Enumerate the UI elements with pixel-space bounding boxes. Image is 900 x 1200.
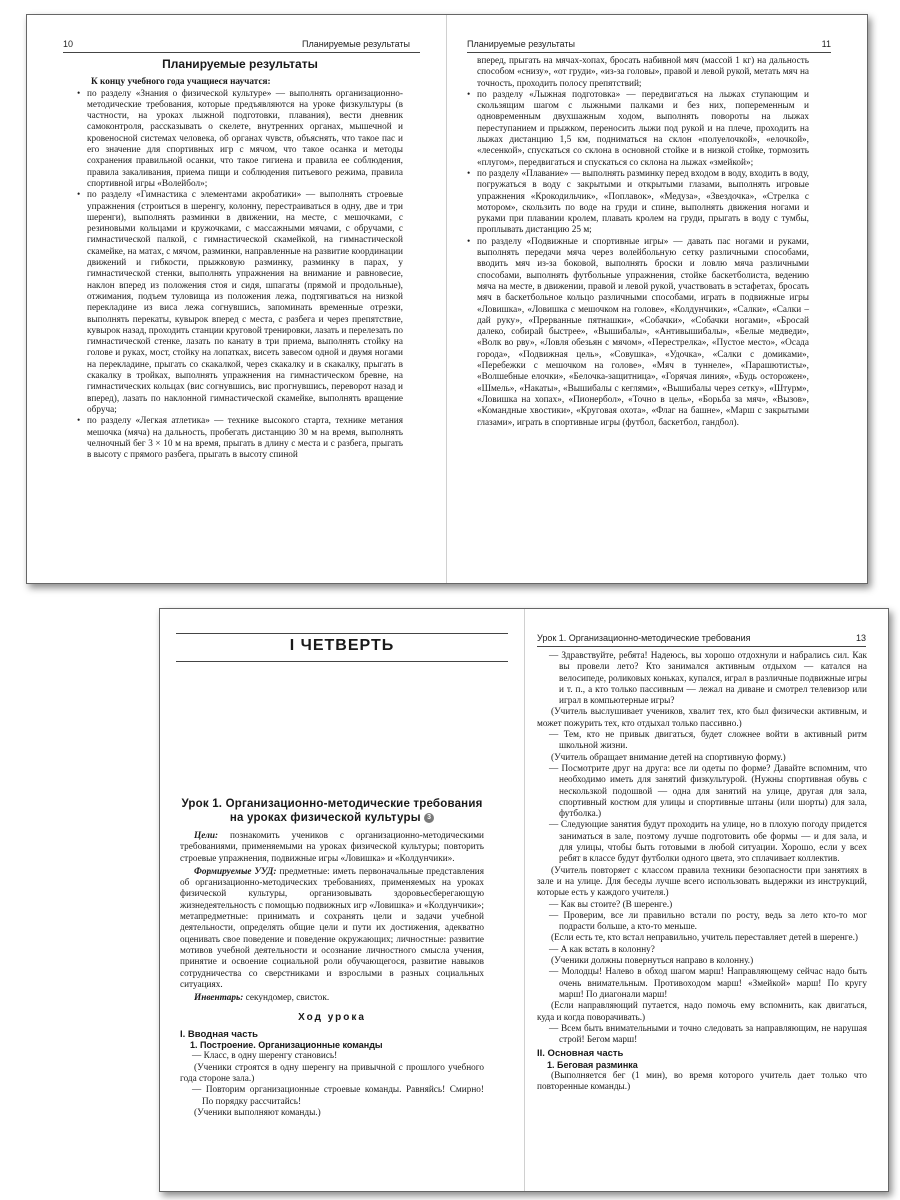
dialogue-line: — А как встать в колонну?: [549, 944, 655, 955]
dialogue-line: — Проверим, все ли правильно встали по росту, ведь за лето кто-то мог подрасти больше, а кто-то меньше.: [549, 910, 867, 933]
dialogue-line: — Класс, в одну шеренгу становись!: [192, 1051, 338, 1062]
list-item: • по разделу «Плавание» — выполнять разминку перед входом в воду, входить в воду, погружаться в воду с закрытыми и открытыми глазами, выполнять игровые упражнения «Крокодильчик», «Поплавок», «Медуза», «Звездочка», «Стрелка с мотором», скользить по воде на груди и спине, выполнять движения ногами и руками при плавании кролем, плавать кролем на груди, прыгать в воду с тумбы, проплывать дистанцию 25 м;: [467, 169, 809, 237]
running-head: Урок 1. Организационно-методические требования: [537, 633, 751, 643]
header-rule: [537, 646, 866, 647]
uud-text: предметные: иметь первоначальные представления об организационно-методических требованиях, применяемых на уроках физической культуры, организовывать здоровьесберегающую жизнедеятельность с помощью подвижных игр «Ловишка» и «Колдунчики»; метапредметные: принимать и сохранять цели и задачи учебной деятельности, определять общие цели и пути их достижения, адекватно оценивать свое поведение и поведение окружающих; личностные: развитие мотивов учебной деятельности и осознание личностного смысла учения, принятие и освоение социальной роли обучающегося, развитие навыков сотрудничества со сверстниками и взрослыми в разных социальных ситуациях.: [180, 866, 484, 990]
page-13: [525, 609, 888, 1191]
list-item: • по разделу «Знания о физической культуре» — выполнять организационно-методические требования, которые предъявляются на уроке физкультуры (в частности, на уроках лыжной подготовки, плавания), вести дневник самоконтроля, рассказывать о скелете, внутренних органах, мышечной и кровеносной системах человека, об органах чувств, объяснять, что такое пас и его значение для спортивных игр с мячом, что такое осанка и методы сохранения правильной осанки, что такое гигиена и правила ее соблюдения, правила закаливания, приема пищи и соблюдения питьевого режима, правила спортивной игры «Волейбол»;: [77, 89, 403, 191]
stage-direction: (Если есть те, кто встал неправильно, учитель переставляет детей в шеренге.): [551, 933, 858, 944]
section-heading: II. Основная часть: [537, 1048, 624, 1060]
goals-text: познакомить учеников с организационно-методическими требованиями, применяемыми на уроках физической культуры; повторить строевые упражнения, подвижные игры «Ловишка» и «Колдунчики».: [180, 831, 485, 864]
uud-label: Формируемые УУД:: [194, 866, 277, 877]
list-item: • по разделу «Подвижные и спортивные игры» — давать пас ногами и руками, выполнять передачи мяча через волейбольную сетку различными способами, вводить мяч из-за боковой, выполнять броски и ловлю мяча различными способами, выполнять футбольные упражнения, стойке баскетболиста, ведению мяча на месте, в движении, правой и левой рукой, участвовать в эстафетах, бросать мяч в баскетбольное кольцо различными способами, играть в подвижные игры «Ловишка», «Ловишка с мешочком на голове», «Колдунчики», «Салки», «Салки – дай руку», «Прерванные пятнашки», «Собачки», «Собачки ногами», «Бросай далеко, собирай быстрее», «Вышибалы», «Антивышибалы», «Белые медведи», «Волк во рву», «Ловля обезьян с мячом», «Перестрелка», «Пустое место», «Осада города», «Подвижная цель», «Совушка», «Удочка», «Салки с домиками», «Перебежки с мешочком на голове», «Мяч в туннеле», «Парашютисты», «Волшебные елочки», «Белочка-защитница», «Горячая линия», «Будь осторожен», «Шмель», «Накаты», «Вышибалы с кеглями», «Вышибалы через сетку», «Штурм», «Ловишка на хопах», «Пионербол», «Точно в цель», «Борьба за мяч», «Вызов», «Командные хвостики», «Круговая охота», «Флаг на башне», «Марш с закрытыми глазами», играть в спортивные игры (футбол, баскетбол, гандбол).: [467, 237, 809, 429]
course-heading: Ход урока: [298, 1012, 366, 1024]
spread-pages-12-13: [159, 608, 889, 1192]
lesson-badge: 3: [424, 813, 434, 823]
dialogue-line: — Всем быть внимательными и точно следовать за направляющим, не нарушая строй! Бегом марш!: [549, 1023, 867, 1046]
spread-pages-10-11: [26, 14, 868, 584]
stage-direction: (Ученики выполняют команды.): [194, 1107, 321, 1118]
lesson-title: [180, 797, 484, 825]
subsection-heading: 1. Беговая разминка: [547, 1059, 638, 1070]
stage-direction: (Если направляющий путается, надо помочь ему вспомнить, как двигаться, куда и когда поворачивать.): [537, 1001, 867, 1023]
stage-direction: (Ученики строятся в одну шеренгу на привычной с прошлого учебного года стороне зала.): [180, 1062, 484, 1084]
stage-direction: (Учитель повторяет с классом правила техники безопасности при занятиях в зале и на улице. Для беседы лучше всего использовать выдержки из инструкций, которые есть у каждого учителя.): [537, 865, 867, 899]
equipment-text: секундомер, свисток.: [245, 993, 330, 1004]
stage-direction: (Учитель выслушивает учеников, хвалит тех, кто был физически активным, и может пожурить тех, кто отдыхал только пассивно.): [537, 707, 867, 729]
dialogue-line: — Молодцы! Налево в обход шагом марш! Направляющему сейчас надо быть очень внимательным. Противоходом марш! «Змейкой» марш! По кругу марш! По диагонали марш!: [549, 967, 867, 1000]
intro-line: К концу учебного года учащиеся научатся:: [91, 77, 271, 88]
dialogue-line: — Повторим организационные строевые команды. Равняйсь! Смирно! По порядку рассчитайсь!: [192, 1085, 484, 1107]
dialogue-line: — Следующие занятия будут проходить на улице, но в плохую погоду придется заниматься в зале, поэтому лучше подготовить обе формы — и для зала, и для улицы, чтобы быть готовыми в любой ситуации. Хорошо, если у всех ребят в классе будут футболки одного цвета, это сплачивает коллектив.: [549, 820, 867, 865]
dialogue-line: — Тем, кто не привык двигаться, будет сложнее войти в активный ритм школьной жизни.: [549, 730, 867, 752]
section-title: Планируемые результаты: [162, 57, 318, 71]
page-11: [447, 15, 867, 583]
page-10-body: [77, 59, 403, 461]
dialogue-line: — Как вы стоите? (В шеренге.): [549, 899, 673, 910]
page-11-body: [467, 56, 809, 429]
section-heading: I. Вводная часть: [180, 1028, 258, 1040]
page-13-body: [537, 651, 867, 1094]
list-item: • по разделу «Гимнастика с элементами акробатики» — выполнять строевые упражнения (строиться в шеренгу, колонну, перестраиваться в одну, две и три шеренги), выполнять разминки в движении, на месте, с мешочками, с резиновыми кольцами и кружочками, с массажными мячами, с обручами, с гимнастической палкой, с гимнастической скамейкой, на гимнастической скамейке, на матах, с мячом, разминки, направленные на развитие координации движений и гибкости, прыжковую разминку, разминку в парах, у гимнастической стенки, выполнять упражнения на внимание и равновесие, наклон вперед из положения стоя и сидя, шпагаты (прямой и продольные), отжимания, подъем туловища из положения лежа, подтягиваться на низкой перекладине из виса лежа согнувшись, запоминать временные отрезки, выполнять перекаты, кувырок вперед с места, с разбега и через препятствие, кувырок назад, проходить станции круговой тренировки, лазать и перелезать по гимнастической стенке, лазать по канату в три приема, выполнять стойку на голове и руках, мост, стойку на лопатках, висеть завесом одной и двумя ногами на перекладине, прыгать со скакалкой, через скакалку и в скакалку, прыгать в скакалку в тройках, выполнять упражнения на гимнастическом бревне, на гимнастических кольцах (вис согнувшись, вис прогнувшись, переворот назад и вперед), лазать по наклонной гимнастической скамейке, выполнять вращение обруча;: [77, 190, 403, 416]
quarter-title: I ЧЕТВЕРТЬ: [289, 637, 395, 654]
page-12-body: [180, 797, 484, 1119]
list-item: • по разделу «Легкая атлетика» — технике высокого старта, технике метания мешочка (мяча) на дальность, пробегать дистанцию 30 м на время, выполнять челночный бег 3 × 10 м на время, прыгать в длину с места и с разбега, прыгать в высоту с прямого разбега, прыгать в высоту спиной: [77, 416, 403, 461]
equipment-label: Инвентарь:: [194, 993, 244, 1004]
stage-direction: (Выполняется бег (1 мин), во время которого учитель дает только что повторенные команды.): [537, 1070, 867, 1093]
quarter-rule-top: [176, 633, 508, 634]
page-number: 11: [821, 39, 831, 49]
running-head: Планируемые результаты: [467, 39, 575, 49]
page-12: [160, 609, 524, 1191]
dialogue-line: — Посмотрите друг на друга: все ли одеты по форме? Давайте вспомним, что необходимо иметь для занятий физкультурой. (Нужны спортивная обувь с нескользкой подошвой — одна для занятий на улице, другая для зала, спортивный костюм для улицы и спортивные штаны (или шорты) для зала, футболка.): [549, 763, 867, 820]
lesson-title-text: Урок 1. Организационно-методические требования на уроках физической культуры: [181, 798, 483, 824]
stage-direction: (Ученики должны повернуться направо в колонну.): [551, 956, 754, 967]
header-rule: [63, 52, 420, 53]
page-10: [27, 15, 446, 583]
goals-label: Цели:: [194, 831, 219, 841]
list-item: • по разделу «Лыжная подготовка» — передвигаться на лыжах ступающим и скользящим шагом с лыжными палками и без них, попеременным и одновременным двухшажным ходом, выполнять повороты на лыжах переступанием и прыжком, переносить лыжи под рукой и на плече, проходить на лыжах дистанцию 1,5 км, подниматься на склон «полуелочкой», «елочкой», «лесенкой», спускаться со склона в основной стойке и в низкой стойке, тормозить «плугом», передвигаться и спускаться со склона на лыжах «змейкой»;: [467, 90, 809, 169]
running-head: Планируемые результаты: [302, 39, 410, 49]
page-number: 10: [63, 39, 74, 49]
dialogue-line: — Здравствуйте, ребята! Надеюсь, вы хорошо отдохнули и набрались сил. Как вы провели лето? Кто занимался активным отдыхом — катался на велосипеде, роликовых коньках, купался, играл в различные подвижные игры и т. п., а кто только пассивным — лежал на диване и смотрел телевизор или играл в компьютерные игры?: [549, 651, 867, 707]
header-rule: [467, 52, 831, 53]
continued-text: вперед, прыгать на мячах-хопах, бросать набивной мяч (массой 1 кг) на дальность способом «снизу», «от груди», «из-за головы», правой и левой рукой, метать мяч на точность, проходить полосу препятствий;: [477, 56, 809, 89]
quarter-rule-bottom: [176, 661, 508, 662]
stage-direction: (Учитель обращает внимание детей на спортивную форму.): [551, 752, 786, 763]
page-number: 13: [855, 633, 866, 643]
subsection-heading: 1. Построение. Организационные команды: [190, 1040, 383, 1051]
